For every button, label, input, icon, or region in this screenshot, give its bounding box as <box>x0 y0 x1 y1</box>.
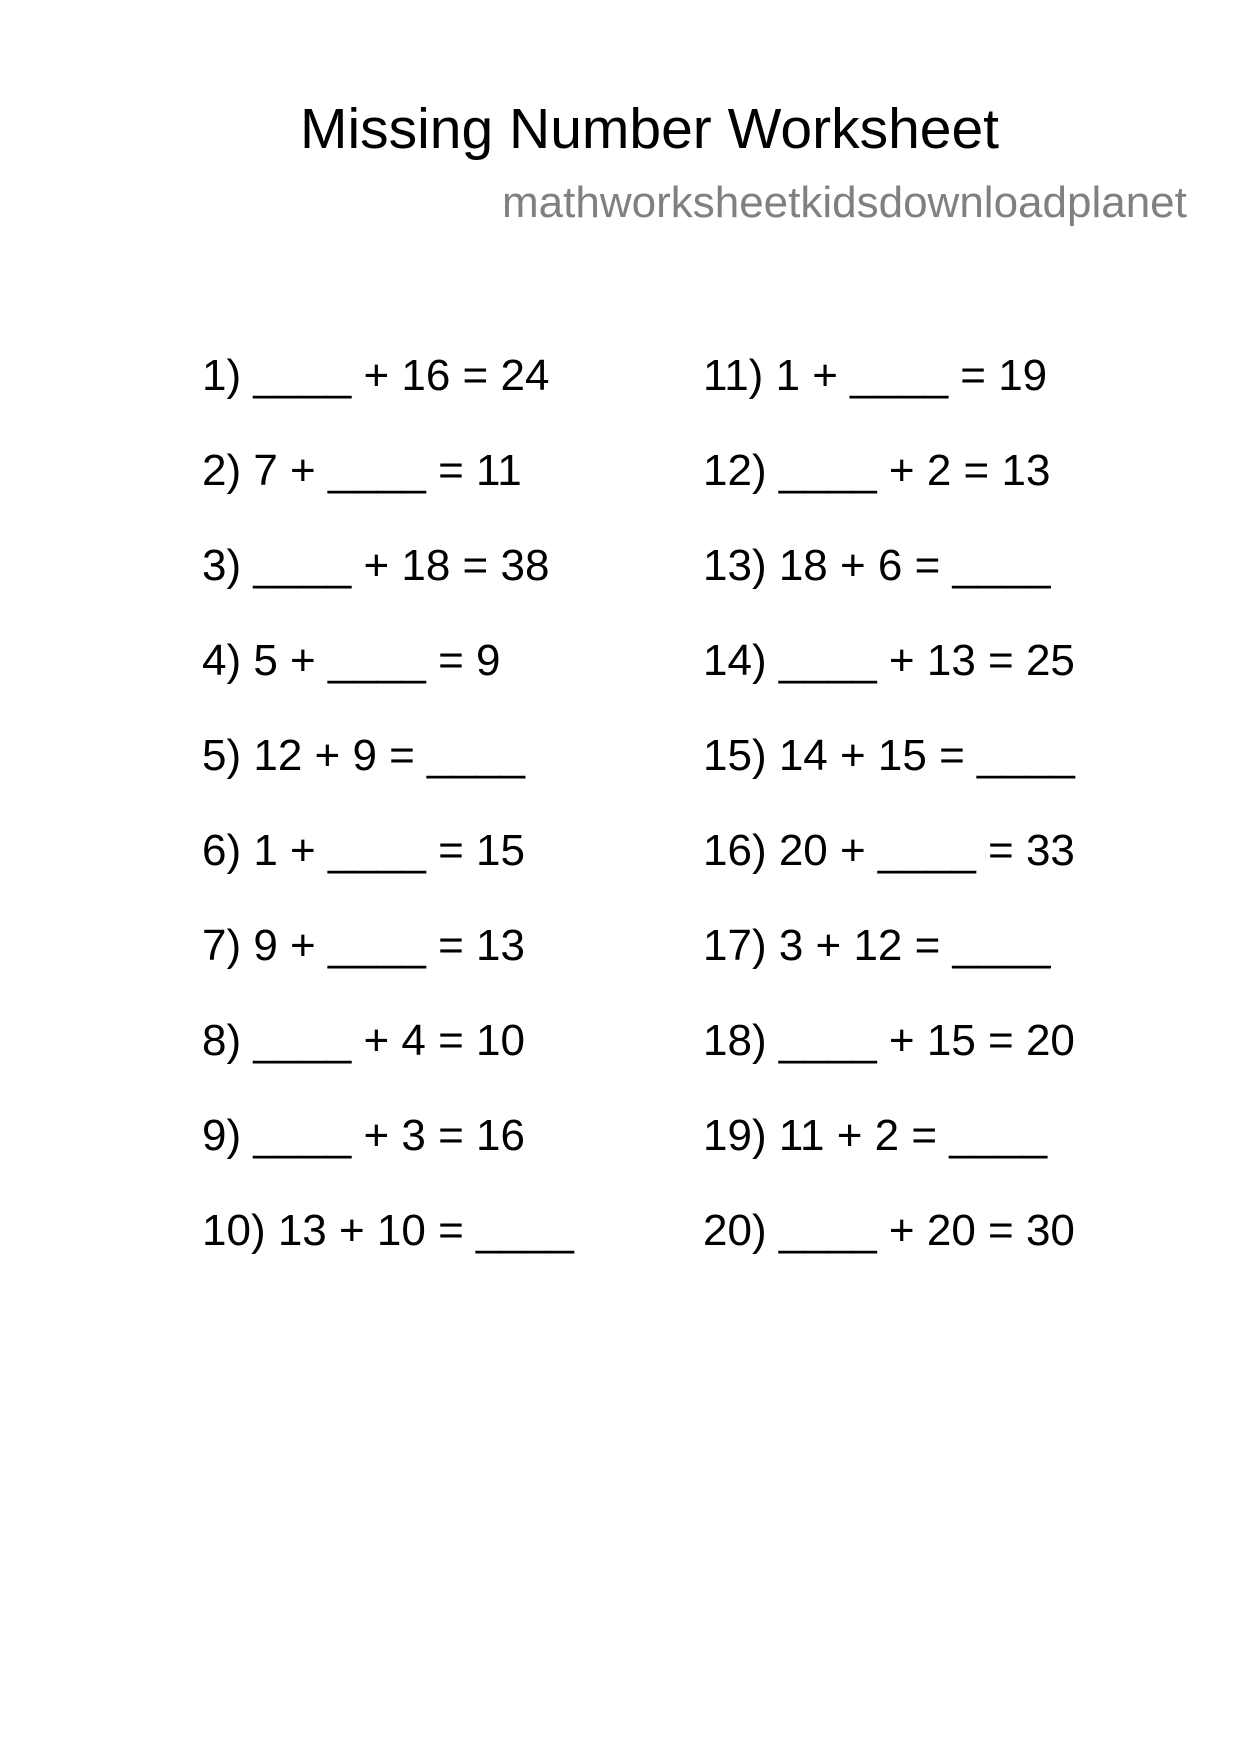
problem-item <box>202 1110 574 1205</box>
problem-equation: 12 + 9 = ____ <box>253 731 525 780</box>
problem-column-right <box>703 350 1075 1300</box>
problem-number: 20) <box>703 1206 767 1255</box>
problem-equation: ____ + 18 = 38 <box>253 541 550 590</box>
problem-equation: 14 + 15 = ____ <box>778 731 1075 780</box>
problem-equation: 20 + ____ = 33 <box>778 826 1075 875</box>
problem-equation: ____ + 2 = 13 <box>778 446 1051 495</box>
problem-item <box>703 1015 1075 1110</box>
problem-equation: 1 + ____ = 15 <box>253 826 525 875</box>
problem-item <box>202 1205 574 1300</box>
problem-item <box>202 920 574 1015</box>
problem-item <box>703 1110 1075 1205</box>
problem-equation: ____ + 13 = 25 <box>778 636 1075 685</box>
problem-equation: 13 + 10 = ____ <box>277 1206 574 1255</box>
problem-equation: ____ + 15 = 20 <box>778 1016 1075 1065</box>
problem-item <box>202 825 574 920</box>
problem-number: 3) <box>202 541 242 590</box>
problem-number: 1) <box>202 351 242 400</box>
problem-item <box>202 445 574 540</box>
problem-item <box>703 1205 1075 1300</box>
problem-equation: 5 + ____ = 9 <box>253 636 501 685</box>
problem-equation: ____ + 20 = 30 <box>778 1206 1075 1255</box>
problem-number: 8) <box>202 1016 242 1065</box>
problem-item <box>703 445 1075 540</box>
problem-number: 7) <box>202 921 242 970</box>
problem-item <box>703 540 1075 635</box>
problem-number: 19) <box>703 1111 767 1160</box>
problem-item <box>202 350 574 445</box>
problem-number: 17) <box>703 921 767 970</box>
problem-number: 4) <box>202 636 242 685</box>
problem-number: 10) <box>202 1206 266 1255</box>
problem-item <box>202 635 574 730</box>
problem-equation: 7 + ____ = 11 <box>253 446 522 495</box>
problem-number: 12) <box>703 446 767 495</box>
problem-item <box>202 730 574 825</box>
problem-equation: 9 + ____ = 13 <box>253 921 525 970</box>
problem-number: 11) <box>703 351 764 400</box>
problem-equation: ____ + 3 = 16 <box>253 1111 525 1160</box>
problem-number: 9) <box>202 1111 242 1160</box>
problem-equation: 18 + 6 = ____ <box>778 541 1051 590</box>
problem-number: 2) <box>202 446 242 495</box>
worksheet-subtitle: mathworksheetkidsdownloadplanet <box>502 178 1187 227</box>
problem-equation: 1 + ____ = 19 <box>775 351 1048 400</box>
problem-item <box>703 635 1075 730</box>
problem-number: 5) <box>202 731 242 780</box>
worksheet-title: Missing Number Worksheet <box>300 97 1000 161</box>
problem-number: 14) <box>703 636 767 685</box>
problem-item <box>202 540 574 635</box>
problem-equation: ____ + 4 = 10 <box>253 1016 525 1065</box>
problem-equation: 3 + 12 = ____ <box>778 921 1051 970</box>
problem-item <box>202 1015 574 1110</box>
problem-equation: 11 + 2 = ____ <box>778 1111 1048 1160</box>
problem-number: 15) <box>703 731 767 780</box>
problem-item <box>703 730 1075 825</box>
problem-item <box>703 825 1075 920</box>
problem-equation: ____ + 16 = 24 <box>253 351 550 400</box>
problem-item <box>703 920 1075 1015</box>
problem-item <box>703 350 1075 445</box>
problem-column-left <box>202 350 574 1300</box>
problem-number: 13) <box>703 541 767 590</box>
problem-number: 6) <box>202 826 242 875</box>
problem-number: 16) <box>703 826 767 875</box>
problem-number: 18) <box>703 1016 767 1065</box>
